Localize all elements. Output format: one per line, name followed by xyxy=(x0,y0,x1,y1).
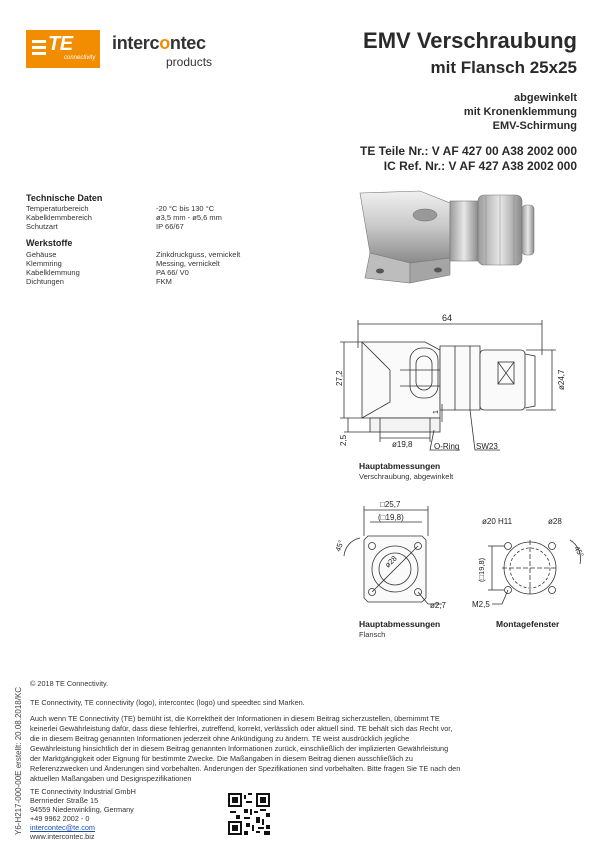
dim-28: ø28 xyxy=(383,553,399,570)
copyright: © 2018 TE Connectivity. xyxy=(30,679,109,688)
dim-19-8-square: (□19,8) xyxy=(378,513,404,522)
dim-25-7: □25,7 xyxy=(380,500,401,509)
te-part-number: TE Teile Nr.: V AF 427 00 A38 2002 000 xyxy=(359,144,577,158)
dim-45-degree: 45° xyxy=(333,538,346,553)
company-street: Bernrieder Straße 15 xyxy=(30,796,99,805)
qr-code-icon xyxy=(228,793,270,835)
dim-19-8-window: (□19,8) xyxy=(477,557,486,582)
tech-row-label: Kabelklemmbereich xyxy=(26,213,92,222)
material-row-value: FKM xyxy=(156,277,172,286)
dim-2-7: ø2,7 xyxy=(430,601,447,610)
ic-ref-number: IC Ref. Nr.: V AF 427 A38 2002 000 xyxy=(383,159,577,173)
dim-2-5: 2,5 xyxy=(339,434,348,446)
intercontec-products-label: products xyxy=(166,55,213,69)
sw23-label: SW23 xyxy=(476,442,498,451)
main-drawing-caption-title: Hauptabmessungen xyxy=(359,461,441,471)
feature-2: mit Kronenklemmung xyxy=(463,106,577,118)
product-title: EMV Verschraubung xyxy=(363,28,577,53)
materials-heading: Werkstoffe xyxy=(26,238,73,248)
material-row-label: Dichtungen xyxy=(26,277,64,286)
te-logo-text: TE xyxy=(48,33,73,55)
main-dimension-drawing xyxy=(330,310,570,460)
dim-28-window: ø28 xyxy=(548,517,562,526)
product-photo xyxy=(350,183,540,293)
dim-64: 64 xyxy=(442,313,453,323)
dim-20-h11: ø20 H11 xyxy=(482,517,513,526)
tech-row-value: IP 66/67 xyxy=(156,222,184,231)
tech-data-heading: Technische Daten xyxy=(26,193,103,203)
dim-1: 1 xyxy=(433,410,440,414)
dim-19-8: ø19,8 xyxy=(392,440,413,449)
material-row-value: PA 66/ V0 xyxy=(156,268,189,277)
material-row-label: Klemmring xyxy=(26,259,62,268)
dim-m2-5: M2,5 xyxy=(472,600,490,609)
company-email-link[interactable]: intercontec@te.com xyxy=(30,823,95,832)
mounting-window-caption: Montagefenster xyxy=(496,619,560,629)
material-row-label: Kabelklemmung xyxy=(26,268,80,277)
feature-3: EMV-Schirmung xyxy=(492,120,577,132)
mounting-window-drawing xyxy=(462,508,592,618)
tech-row-label: Temperaturbereich xyxy=(26,204,89,213)
company-phone: +49 9962 2002 - 0 xyxy=(30,814,90,823)
te-connectivity-logo xyxy=(26,30,100,68)
tech-row-label: Schutzart xyxy=(26,222,58,231)
material-row-label: Gehäuse xyxy=(26,250,57,259)
oring-label: O-Ring xyxy=(434,442,460,451)
intercontec-logo: intercontec xyxy=(112,33,206,53)
material-row-value: Zinkdruckguss, vernickelt xyxy=(156,250,241,259)
tech-row-value: ø3,5 mm - ø5,6 mm xyxy=(156,213,222,222)
material-row-value: Messing, vernickelt xyxy=(156,259,220,268)
main-drawing-caption: Verschraubung, abgewinkelt xyxy=(359,472,454,481)
trademark-notice: TE Connectivity, TE connectivity (logo), intercontec (logo) und speedtec sind Marken. xyxy=(30,698,305,707)
te-stripes-icon xyxy=(32,38,48,56)
tech-row-value: -20 °C bis 130 °C xyxy=(156,204,215,213)
dim-45-window: 45° xyxy=(572,544,586,559)
disclaimer: Auch wenn TE Connectivity (TE) bemüht ist, die Korrektheit der Informationen in diesem Beitrag sicherzustellen, übernimmt TE keinerlei Gewährleistung dafür, dass diese fehlerfrei, zutreffend, korrekt, verlässlich oder aktuell sind. TE behält sich das Recht vor, die in diesem Beitrag genannten Informationen jederzeit ohne Ankündigung zu ändern. TE weist ausdrücklich jegliche Gewährleistung hinsichtlich der in diesem Beitrag genannten Informationen zurück, einschließlich der implizierten Gewährleistung der Marktgängigkeit oder Eignung für bestimmte Zwecke. Die Maßangaben in diesem Beitrag dienen ausschließlich zu Referenzzwecken und Änderungen sind vorbehalten. Änderungen der Spezifikationen sind vorbehalten. Bitte fragen Sie TE nach den aktuellen Maßangaben und Designspezifikationen xyxy=(30,714,461,783)
dim-27-2: 27,2 xyxy=(335,370,344,386)
product-subtitle: mit Flansch 25x25 xyxy=(430,58,577,77)
svg-text:Y6-H217-000-00E erstellt: 20.: Y6-H217-000-00E erstellt: 20.08.2018/KC xyxy=(14,686,23,835)
flange-caption-title: Hauptabmessungen xyxy=(359,619,441,629)
flange-drawing xyxy=(330,496,460,616)
dim-24-7: ø24,7 xyxy=(557,369,566,390)
company-website[interactable]: www.intercontec.biz xyxy=(30,832,95,841)
company-name: TE Connectivity Industrial GmbH xyxy=(30,787,136,796)
te-logo-subtext: connectivity xyxy=(64,55,96,61)
document-id-vertical xyxy=(7,655,27,835)
feature-1: abgewinkelt xyxy=(514,92,577,104)
company-city: 94559 Niederwinkling, Germany xyxy=(30,805,134,814)
flange-caption: Flansch xyxy=(359,630,386,639)
